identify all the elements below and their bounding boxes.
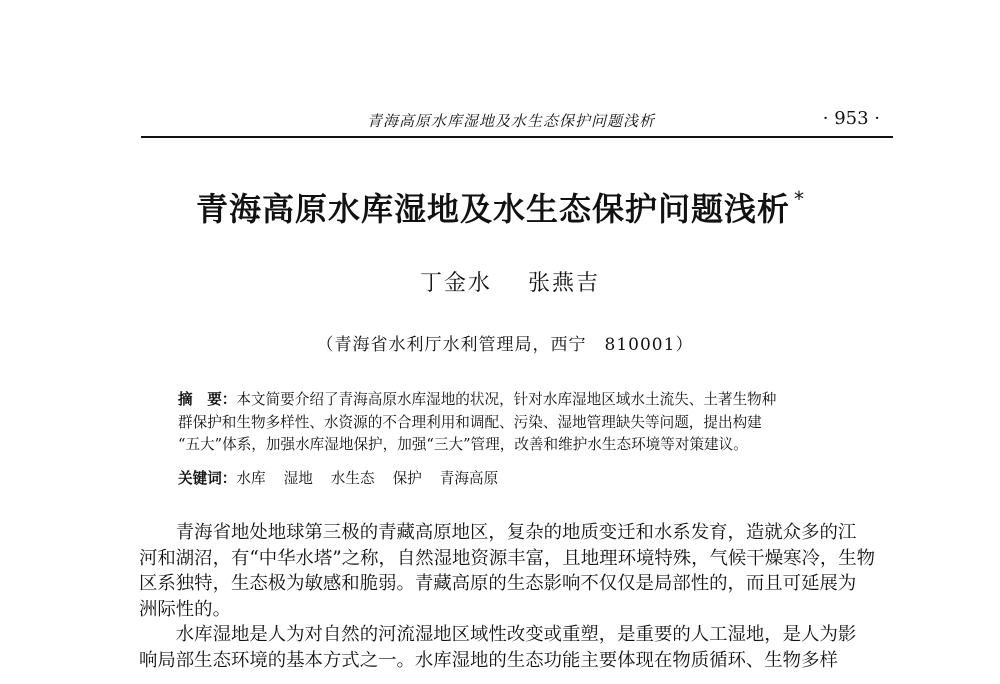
running-header: [141, 108, 890, 132]
body-line: 河和湖沼，有“中华水塔”之称，自然湿地资源丰富，且地理环境特殊，气候干燥寒冷，生物: [139, 547, 876, 569]
body-line: 水库湿地是人为对自然的河流湿地区域性改变或重塑，是重要的人工湿地，是人为影: [139, 624, 857, 645]
keyword: 青海高原: [439, 470, 499, 487]
keyword: 保护: [392, 470, 422, 487]
author-affiliation: （青海省水利厅水利管理局，西宁 810001）: [316, 335, 694, 355]
body-line: 青海省地处地球第三极的青藏高原地区，复杂的地质变迁和水系发育，造就众多的江: [139, 522, 857, 543]
abstract-line: “五大”体系，加强水库湿地保护，加强“三大”管理，改善和维护水生态环境等对策建议。: [178, 436, 748, 453]
author-name: 丁金水: [419, 271, 492, 296]
page-number: · 953 ·: [822, 108, 880, 129]
body-line: 区系独特，生态极为敏感和脆弱。青藏高原的生态影响不仅仅是局部性的，而且可延展为: [139, 573, 857, 594]
header-rule: [141, 136, 893, 138]
article-title-row: [0, 184, 1000, 230]
author-name: 张燕吉: [528, 271, 601, 296]
keyword: 水生态: [330, 470, 375, 487]
body-line: 响局部生态环境的基本方式之一。水库湿地的生态功能主要体现在物质循环、生物多样: [139, 649, 838, 671]
keyword: 湿地: [283, 470, 313, 487]
keywords-label: 关键词：: [178, 470, 237, 487]
abstract-line: [178, 389, 868, 412]
body-text: [139, 520, 891, 673]
keywords: [178, 467, 516, 488]
abstract: [178, 389, 868, 457]
abstract-text: 本文简要介绍了青海高原水库湿地的状况，针对水库湿地区域水土流失、土著生物种: [236, 391, 777, 408]
author-list: [0, 266, 1000, 297]
body-line: 洲际性的。: [139, 598, 231, 620]
running-title: 青海高原水库湿地及水生态保护问题浅析: [367, 112, 656, 130]
keyword: 水库: [236, 470, 266, 487]
abstract-line: 群保护和生物多样性、水资源的不合理利用和调配、污染、湿地管理缺失等问题，提出构建: [178, 413, 762, 431]
title-footnote-mark: *: [794, 187, 804, 211]
article-title: 青海高原水库湿地及水生态保护问题浅析: [195, 190, 790, 228]
abstract-label: 摘 要：: [178, 391, 237, 408]
